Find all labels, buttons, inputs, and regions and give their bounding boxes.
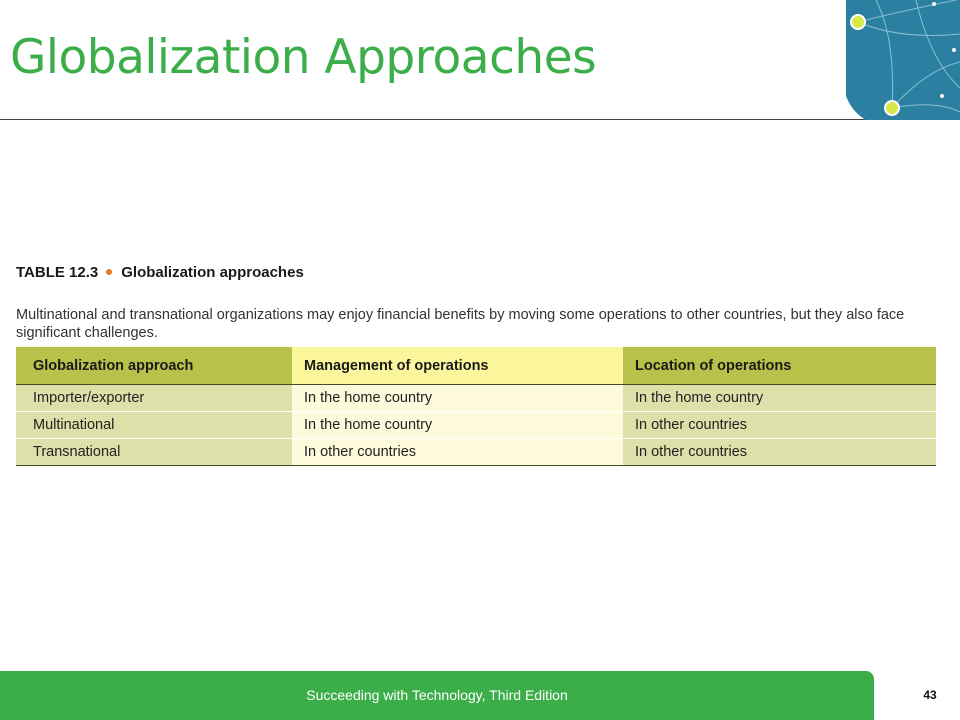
table-header-row [16, 347, 936, 385]
table-cell: Multinational [16, 412, 292, 439]
table-cell: In the home country [623, 385, 936, 412]
page-number: 43 [923, 688, 937, 702]
slide-title: Globalization Approaches [10, 30, 597, 85]
network-nodes-graphic-icon [846, 0, 960, 120]
table-row [16, 412, 936, 439]
table-row [16, 385, 936, 412]
table-cell: Transnational [16, 439, 292, 466]
table-heading [16, 262, 936, 282]
table-cell: In the home country [292, 385, 623, 412]
footer-bar [0, 671, 874, 720]
table-name: Globalization approaches [121, 263, 304, 281]
table-cell: In other countries [623, 439, 936, 466]
column-header-management: Management of operations [292, 347, 623, 385]
globalization-table [16, 347, 936, 466]
orange-dot-icon [106, 269, 112, 275]
table-caption: Multinational and transnational organizations may enjoy financial benefits by moving some operations to other countries, but they also face significant challenges. [16, 307, 905, 341]
table-cell: In other countries [292, 439, 623, 466]
table-cell: In the home country [292, 412, 623, 439]
table-cell: Importer/exporter [16, 385, 292, 412]
table-figure [16, 262, 936, 460]
table-cell: In other countries [623, 412, 936, 439]
footer-text: Succeeding with Technology, Third Edition [306, 687, 568, 703]
column-header-approach: Globalization approach [16, 347, 292, 385]
column-header-location: Location of operations [623, 347, 936, 385]
title-divider [0, 119, 872, 120]
table-row [16, 439, 936, 466]
table-number: TABLE 12.3 [16, 263, 99, 281]
